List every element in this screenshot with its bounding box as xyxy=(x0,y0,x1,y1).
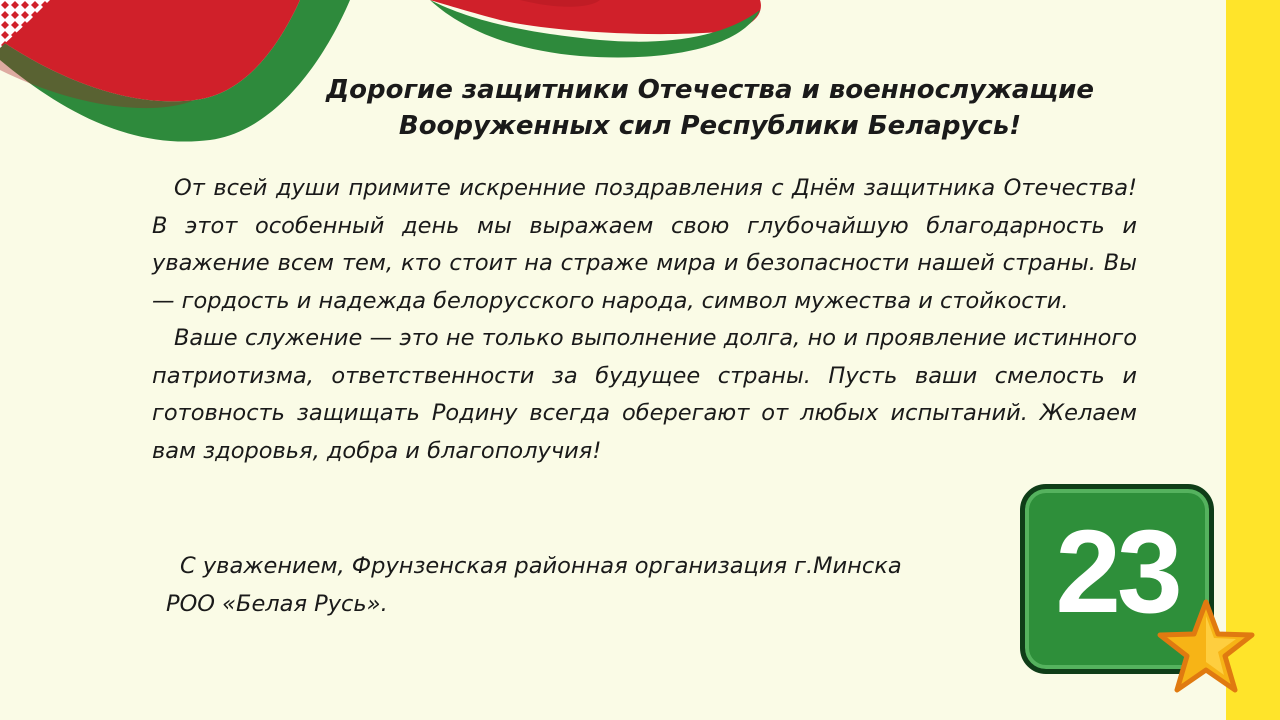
star-icon xyxy=(1154,598,1258,698)
heading-line-1: Дорогие защитники Отечества и военнослужащие xyxy=(325,75,1094,105)
signature-line-1: С уважением, Фрунзенская районная организация г.Минска xyxy=(180,553,902,579)
greeting-body xyxy=(152,170,1137,470)
badge-number: 23 xyxy=(1055,506,1179,638)
paragraph-2: Ваше служение — это не только выполнение долга, но и проявление истинного патриотизма, ответственности за будущее страны. Пусть ваши смелость и готовность защищать Родину всегда оберегают от любых испытаний. Желаем вам здоровья, добра и благополучия! xyxy=(152,325,1137,464)
signature xyxy=(166,548,986,623)
greeting-heading xyxy=(300,72,1120,144)
paragraph-1: От всей души примите искренние поздравления с Днём защитника Отечества! В этот особенный день мы выражаем свою глубочайшую благодарность и уважение всем тем, кто стоит на страже мира и безопасности нашей страны. Вы — гордость и надежда белорусского народа, символ мужества и стойкости. xyxy=(152,175,1137,314)
signature-line-2: РОО «Белая Русь». xyxy=(166,590,388,617)
heading-line-2: Вооруженных сил Республики Беларусь! xyxy=(398,111,1022,141)
